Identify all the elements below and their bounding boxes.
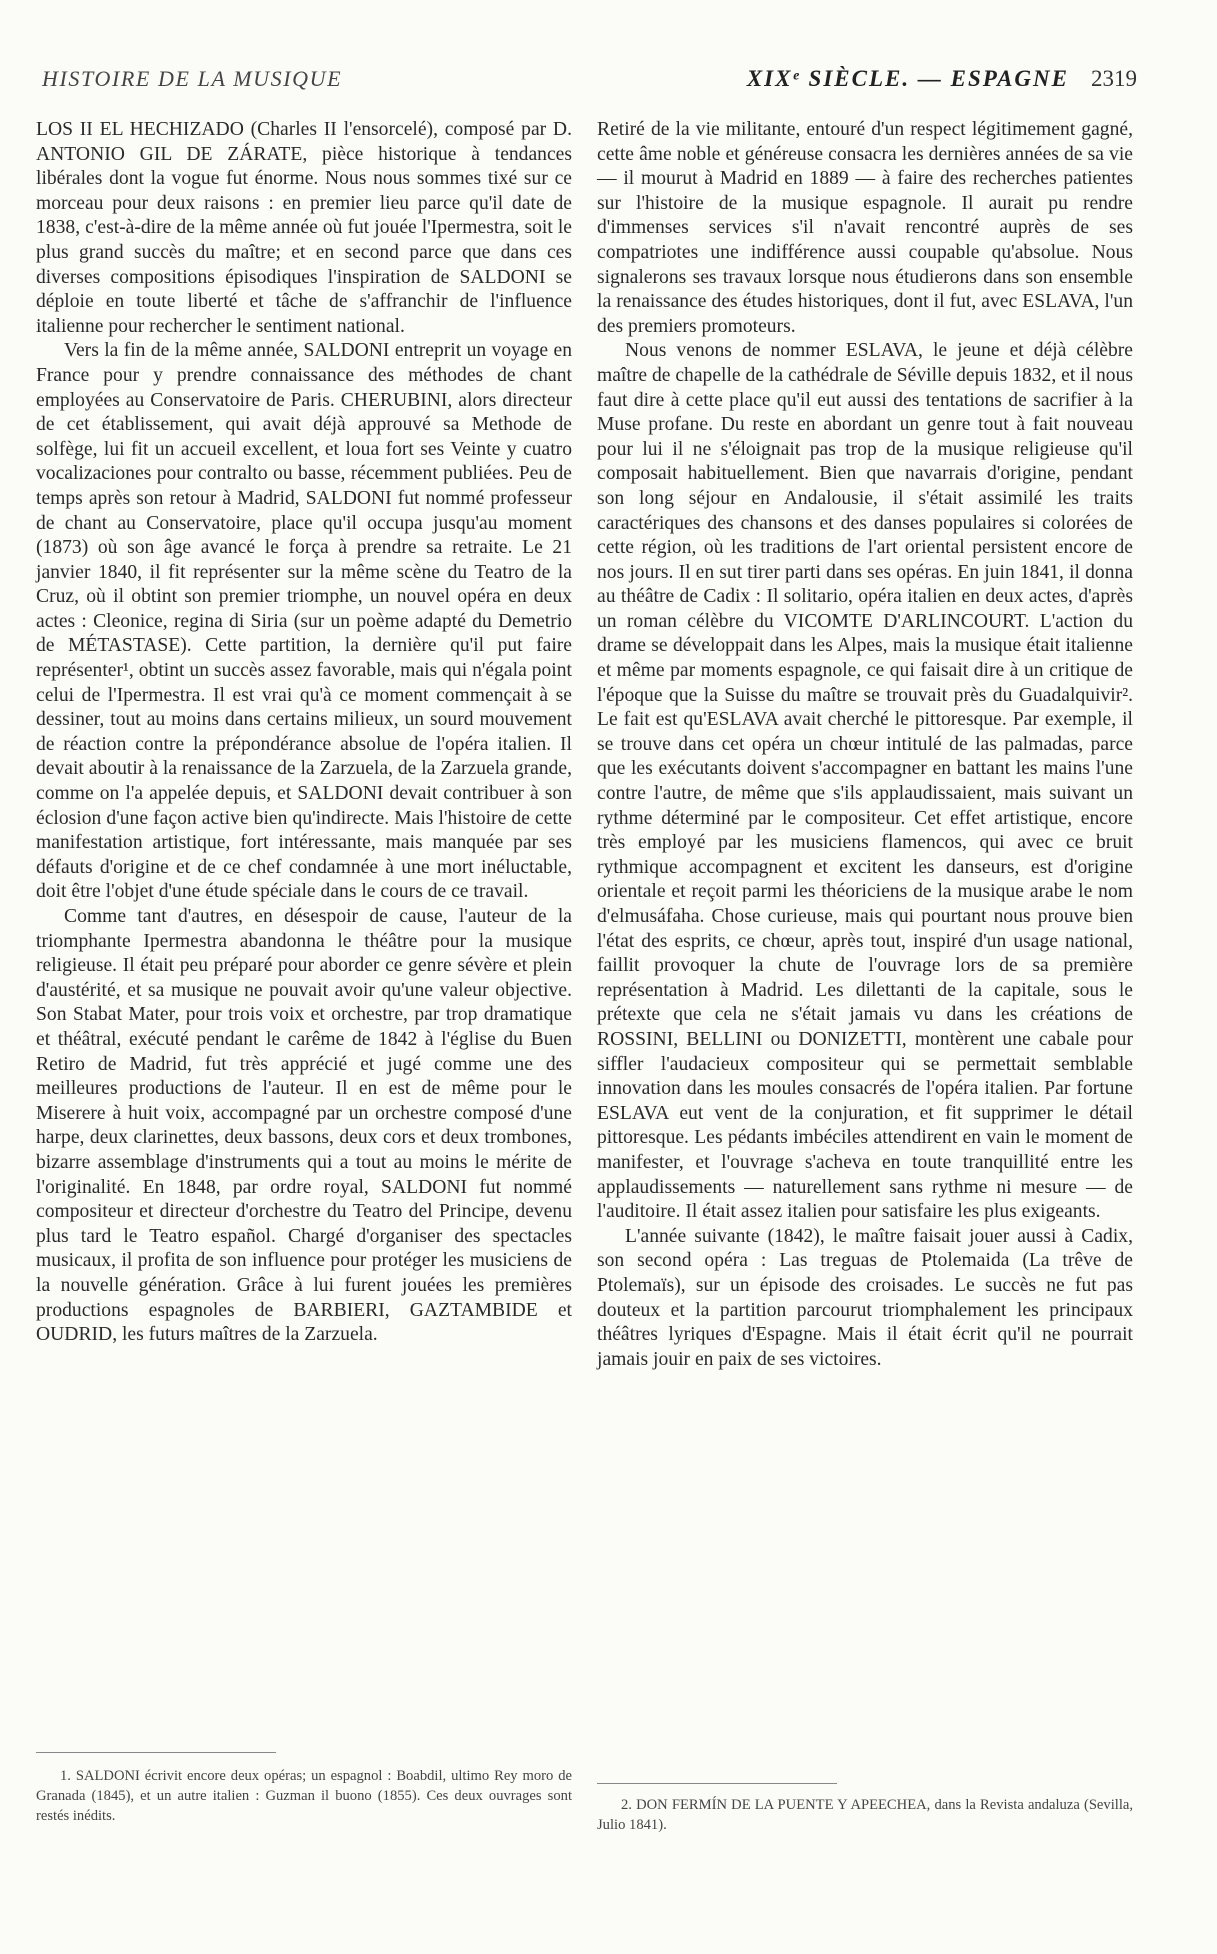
paragraph: L'année suivante (1842), le maître faisait jouer aussi à Cadix, son second opéra : Las treguas de Ptolemaida (La trêve de Ptolemaïs), sur un épisode des croisades. Le succès ne fut pas douteux et la partition parcourut triomphalement les principaux théâtres lyriques d'Espagne. Mais il était écrit qu'il ne pourrait jamais jouir en paix de ses victoires. [597,1225,1133,1370]
footnote-divider [36,1752,276,1753]
paragraph: Retiré de la vie militante, entouré d'un respect légitimement gagné, cette âme noble et généreuse consacra les dernières années de sa vie — il mourut à Madrid en 1889 — à faire des recherches patientes sur l'histoire de la musique espagnole. Il aurait pu rendre d'immenses services s'il n'avait rencontré auprès de ses compatriotes une indifférence aussi coupable qu'absolue. Nous signalerons ses travaux lorsque nous étudierons dans son ensemble la renaissance des études historiques, dont il fut, avec ESLAVA, l'un des premiers promoteurs. [597,119,1133,337]
paragraph: Vers la fin de la même année, SALDONI entreprit un voyage en France pour y prendre connaissance des méthodes de chant employées au Conservatoire de Paris. CHERUBINI, alors directeur de cet établissement, qui avait déjà approuvé sa Methode de solfège, lui fit un accueil excellent, et loua fort ses Veinte y cuatro vocalizaciones pour contralto ou basse, récemment publiées. Peu de temps après son retour à Madrid, SALDONI fut nommé professeur de chant au Conservatoire, place qu'il occupa jusqu'au moment (1873) où son âge avancé le força à prendre sa retraite. Le 21 janvier 1840, il fit représenter sur la même scène du Teatro de la Cruz, où il obtint son premier triomphe, un nouvel opéra en deux actes : Cleonice, regina di Siria (sur un poème adapté du Demetrio de MÉTASTASE). Cette partition, la dernière qu'il put faire représenter¹, obtint un succès assez favorable, mais qui n'égala point celui de l'Ipermestra. Il est vrai qu'à ce moment commençait à se dessiner, tout au moins dans certains milieux, un sourd mouvement de réaction contre la prépondérance absolue de l'opéra italien. Il devait aboutir à la renaissance de la Zarzuela, de la Zarzuela grande, comme on l'a appelée depuis, et SALDONI devait contribuer à son éclosion d'une façon active bien qu'indirecte. Mais l'histoire de cette manifestation artistique, fort intéressante, mais manquée par ses défauts d'origine et de ce chef condamnée à une mort inéluctable, doit être l'objet d'une étude spéciale dans le cours de ce travail. [36,340,572,903]
footnote-left [36,1766,572,1826]
book-title: HISTOIRE DE LA MUSIQUE [42,66,343,91]
left-column [36,118,572,1348]
paragraph: LOS II EL HECHIZADO (Charles II l'ensorcelé), composé par D. ANTONIO GIL DE ZÁRATE, pièce historique à tendances libérales dont la vogue fut énorme. Nous nous sommes tixé sur ce morceau pour deux raisons : en premier lieu parce qu'il date de 1838, c'est-à-dire de la même année où fut jouée l'Ipermestra, soit le plus grand succès du maître; et en second parce que dans ces diverses compositions épisodiques l'inspiration de SALDONI se déploie en toute liberté et tâche de s'affranchir de l'influence italienne pour rechercher le sentiment national. [36,119,572,337]
page-number: 2319 [1091,66,1137,91]
running-header [42,66,1137,106]
footnote-text: 2. DON FERMÍN DE LA PUENTE Y APEECHEA, dans la Revista andaluza (Sevilla, Julio 1841). [597,1797,1133,1833]
paragraph: Nous venons de nommer ESLAVA, le jeune et déjà célèbre maître de chapelle de la cathédrale de Séville depuis 1832, et il nous faut dire à cette place qu'il eut aussi des tentations de sacrifier à la Muse profane. Du reste en abordant un genre tout à fait nouveau pour lui il ne s'éloignait pas trop de la musique religieuse qu'il composait habituellement. Bien que navarrais d'origine, pendant son long séjour en Andalousie, il s'était assimilé les traits caractériques des chansons et des danses populaires si colorées de cette région, où les traditions de l'art oriental persistent encore de nos jours. Il en sut tirer parti dans ses opéras. En juin 1841, il donna au théâtre de Cadix : Il solitario, opéra italien en deux actes, d'après un roman célèbre du VICOMTE D'ARLINCOURT. L'action du drame se développait dans les Alpes, mais la musique était italienne et même par moments espagnole, ce qui faisait dire à un critique de l'époque que la Suisse du maître se trouvait près du Guadalquivir². Le fait est qu'ESLAVA avait cherché le pittoresque. Par exemple, il se trouve dans cet opéra un chœur intitulé de las palmadas, parce que les exécutants doivent s'accompagner en battant les mains l'une contre l'autre, de même que s'ils applaudissaient, mais suivant un rythme déterminé par le compositeur. Cet effet artistique, encore très employé par les musiciens flamencos, qui avec ce bruit rythmique accompagnent et excitent les danseurs, est d'origine orientale et reçoit parmi les théoriciens de la musique arabe le nom d'elmusáfaha. Chose curieuse, mais qui pourtant nous prouve bien l'état des esprits, ce chœur, après tout, inspiré d'un usage national, faillit provoquer la chute de l'ouvrage lors de sa première représentation à Madrid. Les dilettanti de la capitale, sous le prétexte que cela ne s'était jamais vu dans les créations de ROSSINI, BELLINI ou DONIZETTI, montèrent une cabale pour siffler l'audacieux compositeur qui se permettait semblable innovation dans les moules consacrés de l'opéra italien. Par fortune ESLAVA eut vent de la conjuration, et fit supprimer le détail pittoresque. Les pédants imbéciles attendirent en vain le moment de manifester, et l'ouvrage s'acheva en toute tranquillité entre les applaudissements — naturellement sans rythme ni mesure — de l'auditoire. Il était assez italien pour satisfaire les plus exigeants. [597,340,1133,1223]
footnote-right [597,1795,1133,1835]
right-column [597,118,1133,1372]
section-title: XIXᵉ SIÈCLE. — ESPAGNE [746,66,1069,91]
footnote-divider [597,1783,837,1784]
footnote-text: 1. SALDONI écrivit encore deux opéras; un espagnol : Boabdil, ultimo Rey moro de Granada (1845), et un autre italien : Guzman il buono (1855). Ces deux ouvrages sont restés inédits. [36,1768,572,1824]
paragraph: Comme tant d'autres, en désespoir de cause, l'auteur de la triomphante Ipermestra abandonna le théâtre pour la musique religieuse. Il était peu préparé pour aborder ce genre sévère et plein d'austérité, et sa musique ne pouvait avoir qu'une valeur objective. Son Stabat Mater, pour trois voix et orchestre, par trop dramatique et théâtral, exécuté pendant le carême de 1842 à l'église du Buen Retiro de Madrid, fut très apprécié et jugé comme une des meilleures productions de l'auteur. Il en est de même pour le Miserere à huit voix, accompagné par un orchestre composé d'une harpe, deux clarinettes, deux bassons, deux cors et deux trombones, bizarre assemblage d'instruments qui a tout au moins le mérite de l'originalité. En 1848, par ordre royal, SALDONI fut nommé compositeur et directeur d'orchestre du Teatro del Principe, devenu plus tard le Teatro español. Chargé d'organiser des spectacles musicaux, il profita de son influence pour protéger les musiciens de la nouvelle génération. Grâce à lui furent jouées les premières productions espagnoles de BARBIERI, GAZTAMBIDE et OUDRID, les futurs maîtres de la Zarzuela. [36,906,572,1346]
